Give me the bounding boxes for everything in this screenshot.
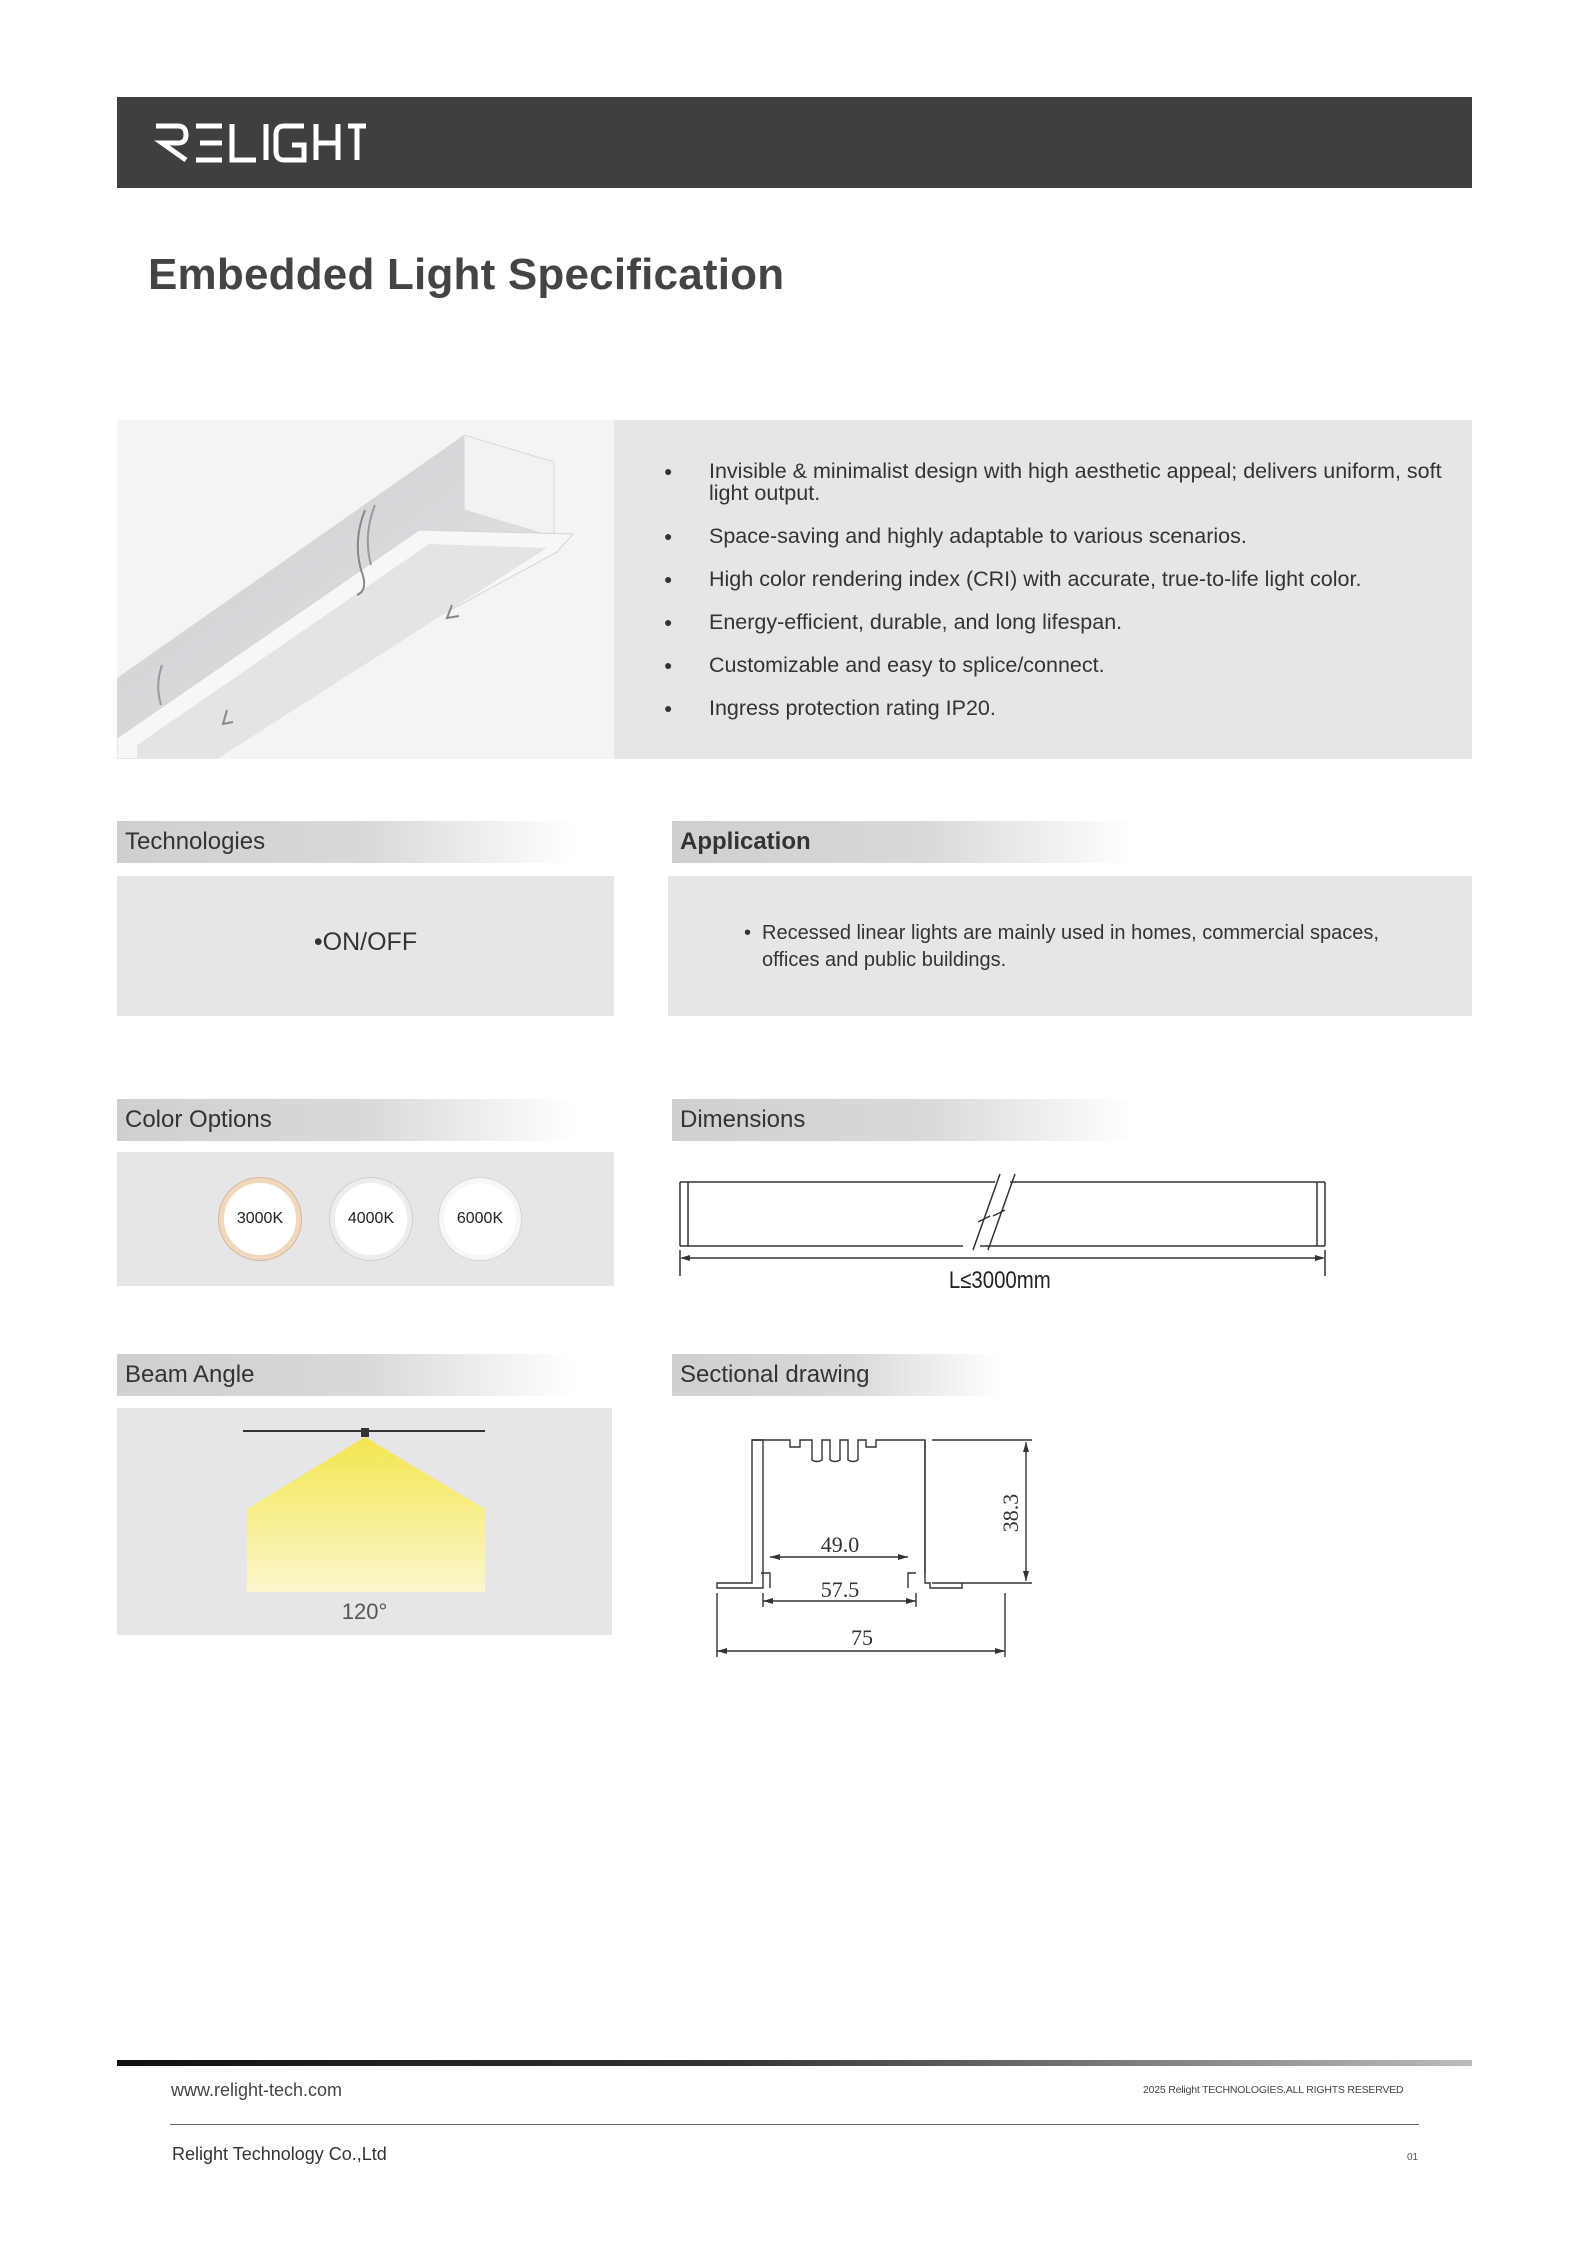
- features-panel: [614, 420, 1472, 759]
- technologies-heading: Technologies: [117, 821, 575, 863]
- footer-divider: [117, 2060, 1472, 2066]
- dimensions-heading: Dimensions: [672, 1099, 1134, 1141]
- beam-angle-heading: Beam Angle: [117, 1354, 575, 1396]
- page-title: Embedded Light Specification: [148, 250, 785, 299]
- features-list: [664, 460, 1442, 719]
- sectional-heading: Sectional drawing: [672, 1354, 1002, 1396]
- feature-item: ● Invisible & minimalist design with high aesthetic appeal; delivers uniform, soft light output.: [664, 460, 1442, 504]
- footer-rights: 2025 Relight TECHNOLOGIES.ALL RIGHTS RESERVED: [1143, 2084, 1404, 2096]
- application-panel: [668, 876, 1472, 1016]
- color-option-3000k: 3000K: [219, 1178, 301, 1260]
- relight-logo: [152, 118, 367, 168]
- page-number: 01: [1407, 2152, 1419, 2163]
- color-option-6000k: 6000K: [439, 1178, 521, 1260]
- application-text: • Recessed linear lights are mainly used in homes, commercial spaces, offices and public buildings.: [744, 920, 1422, 974]
- application-heading: Application: [672, 821, 1134, 863]
- feature-item: ● Space-saving and highly adaptable to various scenarios.: [664, 525, 1442, 547]
- dim-mid-label: 57.5: [820, 1577, 860, 1602]
- feature-item: ● Energy-efficient, durable, and long lifespan.: [664, 611, 1442, 633]
- length-label: L≤3000mm: [948, 1266, 1051, 1294]
- technologies-panel: [117, 876, 614, 1016]
- color-options-panel: [117, 1152, 614, 1286]
- dim-outer-label: 75: [851, 1625, 873, 1650]
- color-option-4000k: 4000K: [330, 1178, 412, 1260]
- feature-item: ● Ingress protection rating IP20.: [664, 697, 1442, 719]
- color-options-heading: Color Options: [117, 1099, 575, 1141]
- dim-height-label: 38.3: [998, 1493, 1023, 1533]
- beam-angle-value: 120°: [341, 1599, 388, 1624]
- footer-rule: [170, 2124, 1419, 2125]
- sectional-drawing: [700, 1425, 1060, 1670]
- technology-item: •ON/OFF: [313, 928, 418, 956]
- technology-item-label: ON/OFF: [322, 928, 418, 956]
- footer-company: Relight Technology Co.,Ltd: [172, 2144, 387, 2164]
- beam-angle-panel: [117, 1408, 612, 1635]
- product-image: [117, 420, 614, 759]
- feature-item: ● Customizable and easy to splice/connect.: [664, 654, 1442, 676]
- footer-website-link[interactable]: www.relight-tech.com: [171, 2080, 343, 2100]
- dim-inner-label: 49.0: [820, 1532, 860, 1557]
- dimension-drawing: [670, 1170, 1330, 1300]
- feature-item: ● High color rendering index (CRI) with accurate, true-to-life light color.: [664, 568, 1442, 590]
